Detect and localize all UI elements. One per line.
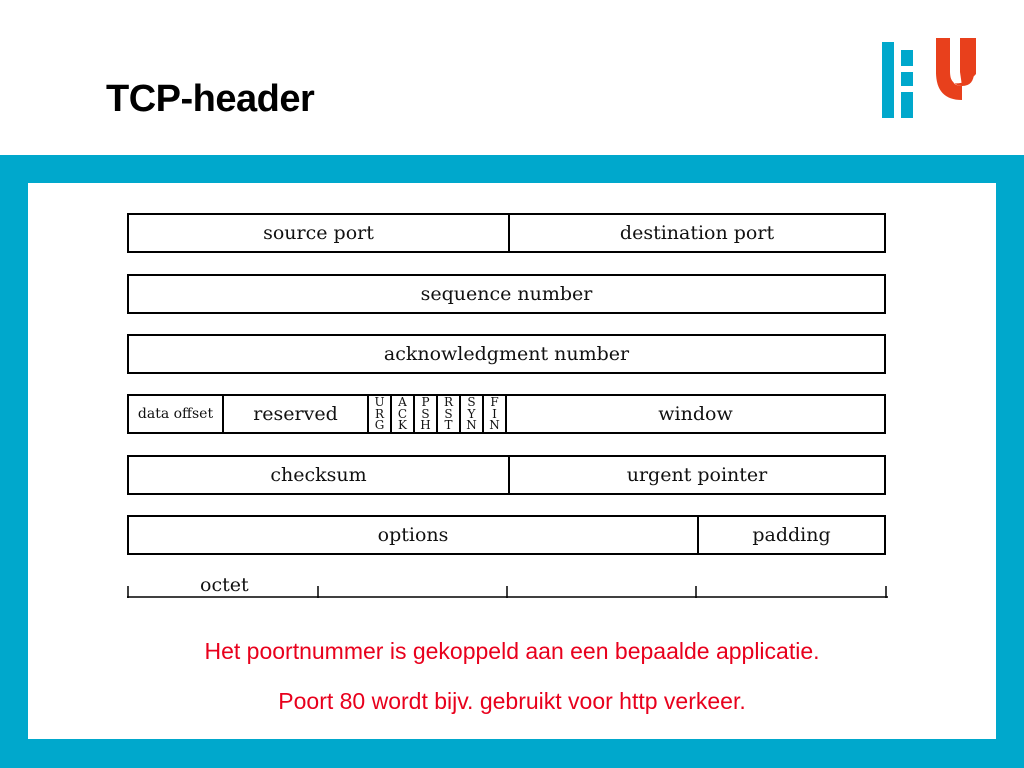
field-reserved: reserved — [222, 396, 367, 432]
field-sequence-number: sequence number — [420, 283, 593, 305]
hu-logo — [880, 36, 980, 120]
flag-letter: Y — [467, 406, 476, 421]
field-destination-port: destination port — [508, 215, 884, 251]
header-row-ack — [127, 334, 886, 374]
field-padding: padding — [697, 517, 884, 553]
note-port-number: Het poortnummer is gekoppeld aan een bepaalde applicatie. — [204, 638, 820, 664]
flag-letter: G — [374, 418, 385, 432]
flag-letter: S — [421, 406, 430, 421]
header-row-flags — [127, 394, 886, 434]
flag-letter: H — [420, 418, 431, 432]
flag-letter: I — [492, 406, 497, 421]
field-source-port: source port — [263, 222, 374, 244]
flag-fin — [482, 396, 505, 432]
flag-letter: R — [374, 406, 385, 421]
field-urgent-pointer: urgent pointer — [508, 457, 884, 493]
flag-syn — [459, 396, 482, 432]
note-port-80: Poort 80 wordt bijv. gebruikt voor http verkeer. — [278, 688, 746, 714]
field-options: options — [377, 524, 449, 546]
flag-letter: C — [397, 406, 408, 421]
flag-ack — [390, 396, 413, 432]
flag-urg — [367, 396, 390, 432]
flag-letter: S — [444, 406, 453, 421]
field-data-offset: data offset — [137, 406, 214, 422]
flag-letter: N — [489, 418, 500, 432]
field-window: window — [505, 396, 884, 432]
flag-letter: P — [421, 395, 430, 409]
field-acknowledgment-number: acknowledgment number — [383, 343, 630, 365]
flag-letter: N — [466, 418, 477, 432]
flag-letter: U — [374, 395, 385, 409]
flag-psh — [413, 396, 436, 432]
header-row-ports — [127, 213, 886, 253]
slide-title: TCP-header — [106, 78, 315, 120]
flag-rst — [436, 396, 459, 432]
header-row-options — [127, 515, 886, 555]
flag-letter: F — [490, 395, 499, 409]
flag-letter: T — [444, 418, 453, 432]
flag-letter: R — [443, 395, 454, 409]
field-checksum: checksum — [270, 464, 367, 486]
flag-letter: K — [398, 418, 407, 432]
header-row-checksum — [127, 455, 886, 495]
octet-label: octet — [200, 574, 249, 596]
header-row-sequence — [127, 274, 886, 314]
flag-letter: S — [467, 395, 476, 409]
flag-letter: A — [398, 395, 407, 409]
